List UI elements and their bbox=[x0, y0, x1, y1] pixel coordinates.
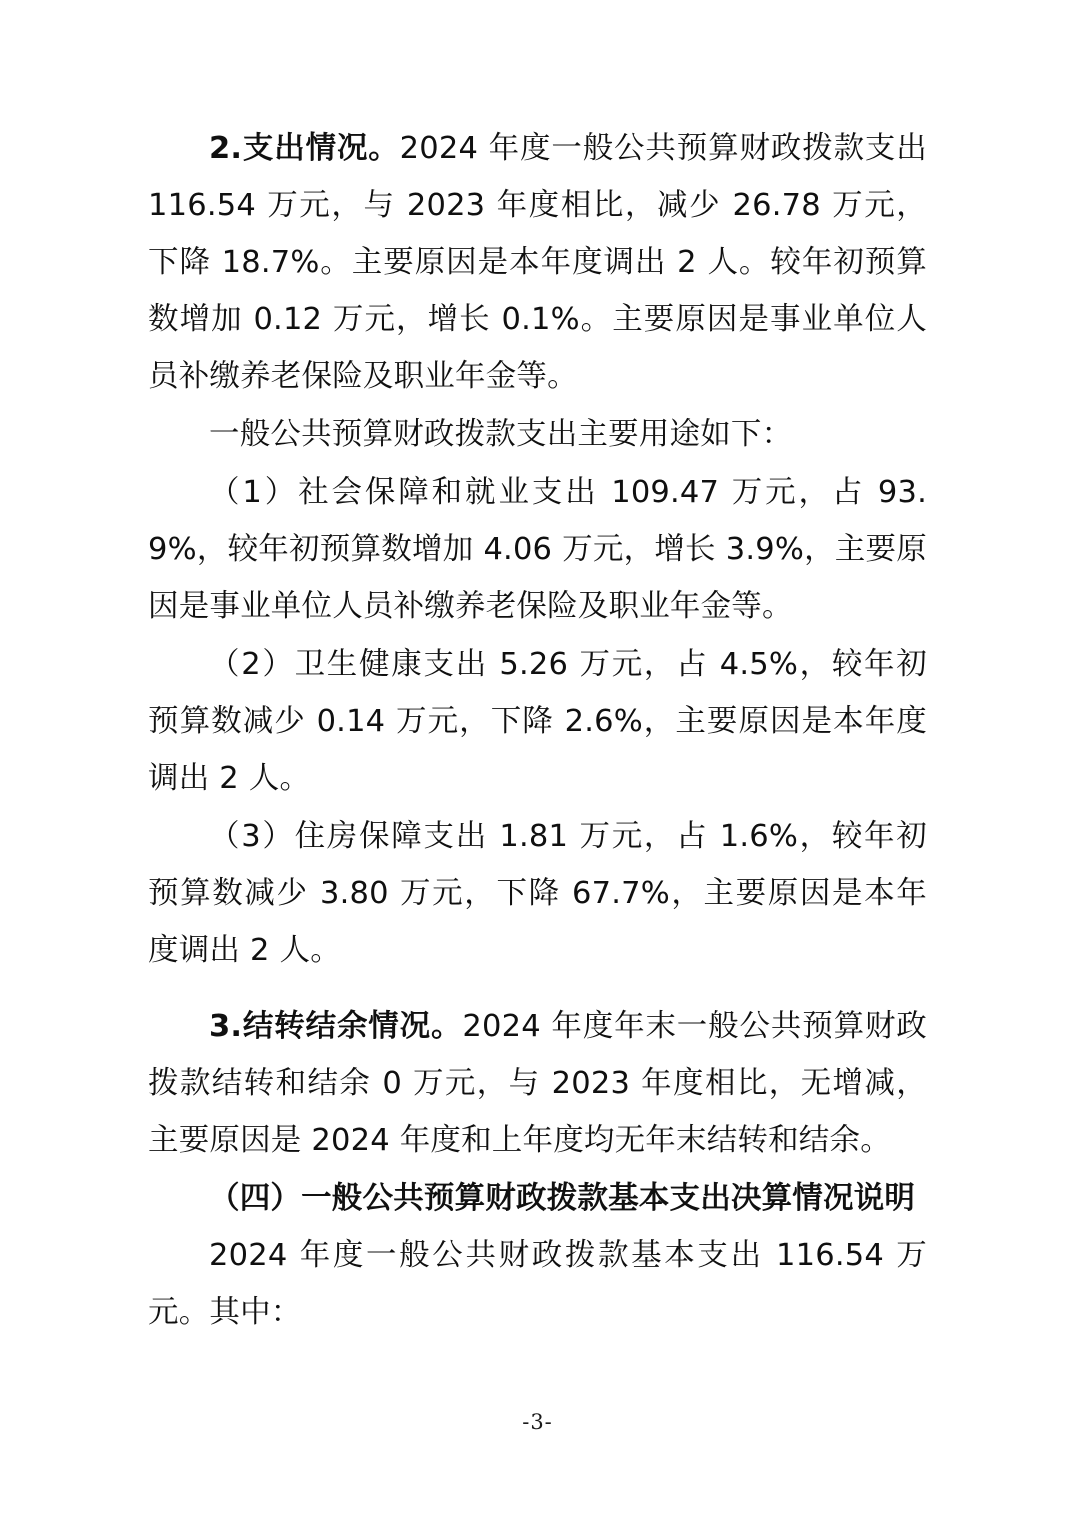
paragraph-usage-intro-text: 一般公共预算财政拨款支出主要用途如下： bbox=[209, 417, 793, 452]
paragraph-usage-intro bbox=[148, 406, 927, 463]
paragraph-expenditure-lead: 2.支出情况。 bbox=[209, 131, 400, 166]
paragraph-item-3-text: （3）住房保障支出 1.81 万元，占 1.6%，较年初预算数减少 3.80 万元，下降 67.7%，主要原因是本年度调出 2 人。 bbox=[148, 819, 927, 968]
paragraph-expenditure bbox=[148, 120, 927, 405]
paragraph-carryover-lead: 3.结转结余情况。 bbox=[209, 1009, 463, 1044]
paragraph-item-1 bbox=[148, 464, 927, 635]
section-heading: （四）一般公共预算财政拨款基本支出决算情况说明 bbox=[209, 1181, 916, 1216]
paragraph-carryover-text: 2024 年度年末一般公共预算财政拨款结转和结余 0 万元，与 2023 年度相比，无增减，主要原因是 2024 年度和上年度均无年末结转和结余。 bbox=[148, 1009, 928, 1158]
paragraph-item-2 bbox=[148, 636, 927, 807]
page-number: -3- bbox=[522, 1410, 553, 1434]
section-spacer bbox=[148, 980, 927, 998]
paragraph-item-2-text: （2）卫生健康支出 5.26 万元，占 4.5%，较年初预算数减少 0.14 万元，下降 2.6%，主要原因是本年度调出 2 人。 bbox=[148, 647, 927, 796]
paragraph-expenditure-text: 2024 年度一般公共预算财政拨款支出 116.54 万元，与 2023 年度相比，减少 26.78 万元，下降 18.7%。主要原因是本年度调出 2 人。较年初预算数增加 0.12 万元，增长 0.1%。主要原因是事业单位人员补缴养老保险及职业年金等。 bbox=[148, 131, 927, 394]
paragraph-item-3 bbox=[148, 808, 927, 979]
paragraph-basic-expenditure-text: 2024 年度一般公共财政拨款基本支出 116.54 万元。其中： bbox=[148, 1238, 927, 1330]
paragraph-carryover bbox=[148, 998, 927, 1169]
paragraph-item-1-text: （1）社会保障和就业支出 109.47 万元，占 93.9%，较年初预算数增加 4.06 万元，增长 3.9%，主要原因是事业单位人员补缴养老保险及职业年金等。 bbox=[148, 475, 927, 624]
paragraph-basic-expenditure bbox=[148, 1227, 927, 1341]
